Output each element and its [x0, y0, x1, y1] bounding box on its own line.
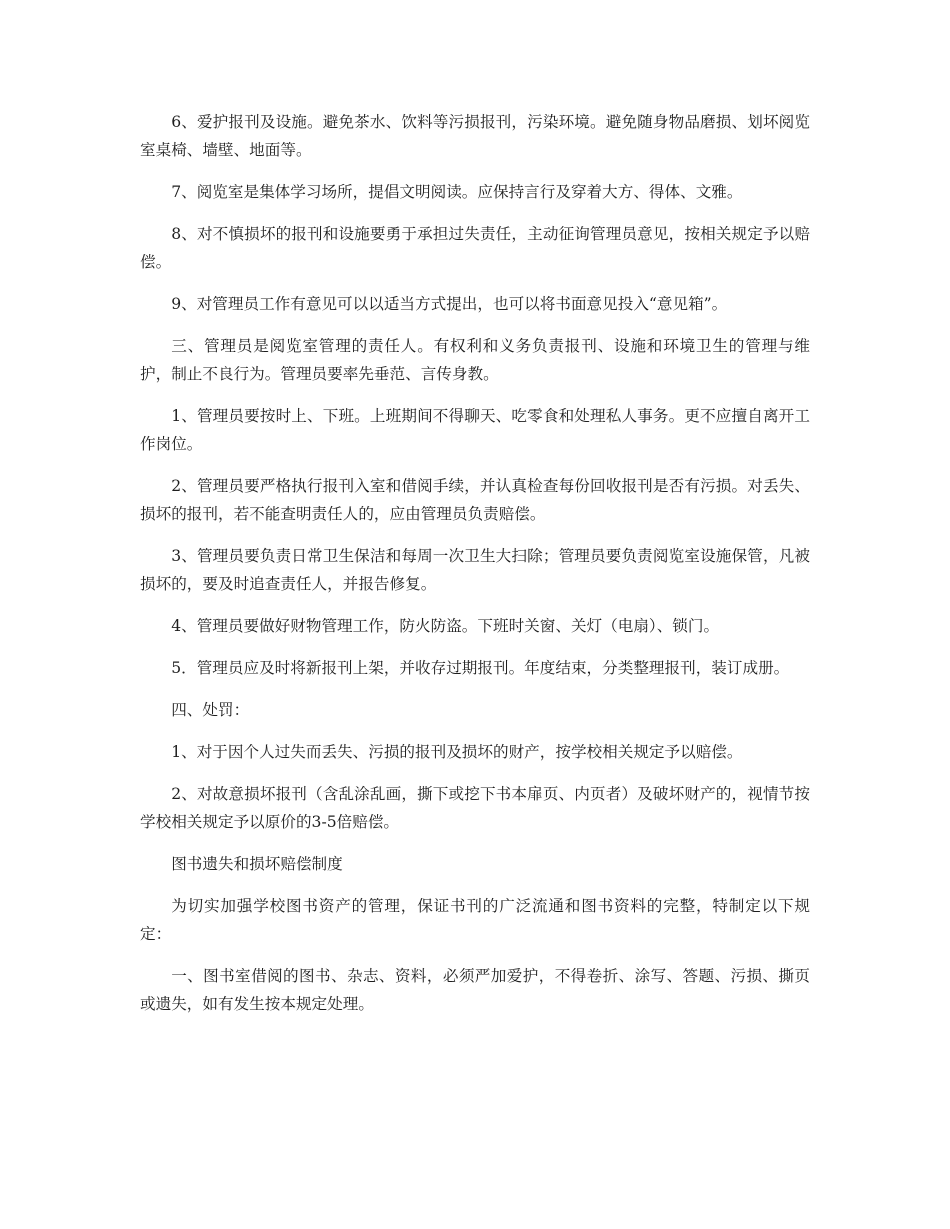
paragraph-rule-6: 6、爱护报刊及设施。避免茶水、饮料等污损报刊，污染环境。避免随身物品磨损、划坏阅览室桌椅、墙壁、地面等。 — [140, 113, 810, 159]
paragraph-manager-4: 4、管理员要做好财物管理工作，防火防盗。下班时关窗、关灯（电扇）、锁门。 — [171, 617, 720, 635]
paragraph-manager-1: 1、管理员要按时上、下班。上班期间不得聊天、吃零食和处理私人事务。更不应擅自离开工作岗位。 — [140, 407, 810, 453]
paragraph-section-1: 一、图书室借阅的图书、杂志、资料，必须严加爱护，不得卷折、涂写、答题、污损、撕页或遗失，如有发生按本规定处理。 — [140, 967, 810, 1013]
paragraph-intro: 为切实加强学校图书资产的管理，保证书刊的广泛流通和图书资料的完整，特制定以下规定： — [140, 897, 810, 943]
paragraph-manager-5: 5．管理员应及时将新报刊上架，并收存过期报刊。年度结束，分类整理报刊，装订成册。 — [171, 659, 790, 677]
section-heading-manager: 三、管理员是阅览室管理的责任人。有权利和义务负责报刊、设施和环境卫生的管理与维护，制止不良行为。管理员要率先垂范、言传身教。 — [140, 337, 810, 383]
document-subtitle: 图书遗失和损坏赔偿制度 — [171, 855, 343, 873]
paragraph-manager-2: 2、管理员要严格执行报刊入室和借阅手续，并认真检查每份回收报刊是否有污损。对丢失、损坏的报刊，若不能查明责任人的，应由管理员负责赔偿。 — [140, 477, 810, 523]
paragraph-manager-3: 3、管理员要负责日常卫生保洁和每周一次卫生大扫除；管理员要负责阅览室设施保管，凡被损坏的，要及时追查责任人，并报告修复。 — [140, 547, 810, 593]
section-heading-penalty: 四、处罚： — [171, 701, 250, 719]
document-page — [140, 108, 810, 1032]
paragraph-rule-9: 9、对管理员工作有意见可以以适当方式提出，也可以将书面意见投入“意见箱”。 — [171, 295, 728, 313]
paragraph-penalty-1: 1、对于因个人过失而丢失、污损的报刊及损坏的财产，按学校相关规定予以赔偿。 — [171, 743, 743, 761]
paragraph-rule-8: 8、对不慎损坏的报刊和设施要勇于承担过失责任，主动征询管理员意见，按相关规定予以赔偿。 — [140, 225, 810, 271]
paragraph-rule-7: 7、阅览室是集体学习场所，提倡文明阅读。应保持言行及穿着大方、得体、文雅。 — [171, 183, 743, 201]
paragraph-penalty-2: 2、对故意损坏报刊（含乱涂乱画，撕下或挖下书本扉页、内页者）及破坏财产的，视情节按学校相关规定予以原价的3-5倍赔偿。 — [140, 785, 810, 831]
